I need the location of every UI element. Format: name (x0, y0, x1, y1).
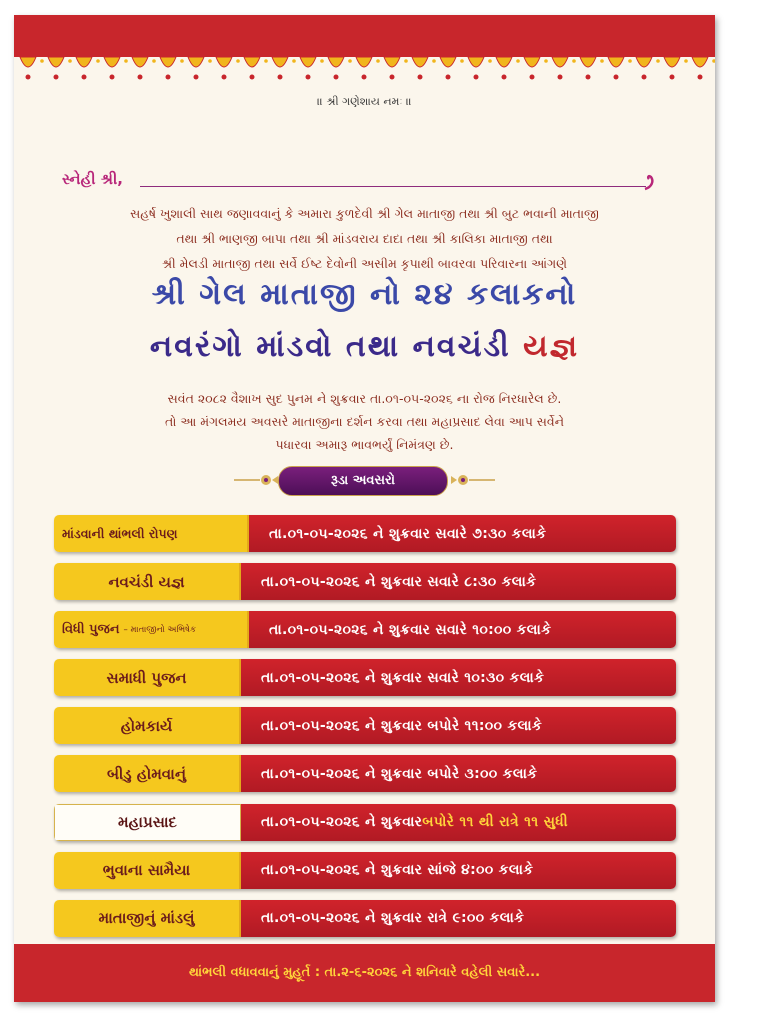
section-header (234, 466, 495, 496)
event-time: તા.૦૧-૦૫-૨૦૨૬ ને શુક્રવાર સવારે ૮:૩૦ કલાકે (241, 563, 676, 600)
intro-line: તથા શ્રી ભાણજી બાપા તથા શ્રી માંડવરાય દાદા તથા શ્રી કાલિકા માતાજી તથા (176, 231, 553, 246)
description-line: સવંત ૨૦૮૨ વૈશાખ સુદ પુનમ ને શુક્રવાર તા.૦૧-૦૫-૨૦૨૬ ના રોજ નિરધારેલ છે. (167, 391, 562, 406)
section-title-badge: રૂડા અવસરો (278, 466, 448, 496)
event-row (54, 611, 676, 648)
event-row (54, 707, 676, 744)
event-time: તા.૦૧-૦૫-૨૦૨૬ ને શુક્રવાર રાત્રે ૯:૦૦ કલાકે (241, 900, 676, 937)
main-title-line2 (14, 329, 715, 364)
events-list (54, 515, 676, 948)
event-time: તા.૦૧-૦૫-૨૦૨૬ ને શુક્રવાર સવારે ૧૦:૩૦ કલાકે (241, 659, 676, 696)
ganesh-invocation: ॥ શ્રી ગણેશાય નમઃ ॥ (317, 95, 412, 108)
event-label: સમાધી પુજન (54, 659, 241, 696)
event-time: તા.૦૧-૦૫-૨૦૨૬ ને શુક્રવાર સવારે ૧૦:૦૦ કલાકે (249, 611, 676, 648)
event-time: તા.૦૧-૦૫-૨૦૨૬ ને શુક્રવાર બપોરે ૧૧:૦૦ કલાકે (241, 707, 676, 744)
event-row (54, 515, 676, 552)
description-line: પધારવા અમારૂ ભાવભર્યું નિમંત્રણ છે. (275, 437, 454, 452)
event-row (54, 755, 676, 792)
event-label: માતાજીનું માંડલું (54, 900, 241, 937)
intro-line: સહર્ષ ખુશાલી સાથ જણાવવાનું કે અમારા કુળદેવી શ્રી ગેલ માતાજી તથા શ્રી બુટ ભવાની માતાજી (130, 206, 599, 221)
event-label: હોમકાર્ય (54, 707, 241, 744)
event-description (34, 387, 695, 456)
salutation-name-line (140, 186, 646, 187)
event-label: મહાપ્રસાદ (54, 804, 241, 841)
event-label-main: વિધી પુજન (62, 622, 120, 638)
right-ornament-icon (451, 472, 495, 488)
salutation-label: સ્નેહી શ્રી, (62, 170, 123, 188)
event-time-highlight: બપોરે ૧૧ થી રાત્રે ૧૧ સુધી (422, 814, 568, 831)
top-banner (14, 15, 715, 51)
event-label-sub: – માતાજીનો અભિષેક (123, 624, 196, 635)
event-time: તા.૦૧-૦૫-૨૦૨૬ ને શુક્રવાર બપોરે ૩:૦૦ કલાકે (241, 755, 676, 792)
event-row (54, 900, 676, 937)
event-row (54, 659, 676, 696)
event-label: માંડવાની થાંભલી રોપણ (54, 515, 249, 552)
event-time-text: તા.૦૧-૦૫-૨૦૨૬ ને શુક્રવાર (261, 814, 423, 831)
event-label: બીડુ હોમવાનું (54, 755, 241, 792)
intro-text (34, 201, 695, 276)
event-row (54, 804, 676, 841)
intro-line: શ્રી મેલડી માતાજી તથા સર્વે ઈષ્ટ દેવોની અસીમ કૃપાથી બાવરવા પરિવારના આંગણે (161, 256, 568, 271)
event-label: ભુવાના સામૈયા (54, 852, 241, 889)
event-row (54, 852, 676, 889)
event-time (241, 804, 676, 841)
event-row (54, 563, 676, 600)
title-line2-text: નવરંગો માંડવો તથા નવચંડી (149, 329, 524, 364)
event-time: તા.૦૧-૦૫-૨૦૨૬ ને શુક્રવાર સાંજે ૪:૦૦ કલાકે (241, 852, 676, 889)
swirl-icon (642, 173, 656, 191)
bell-garland-icon (14, 51, 715, 93)
main-title-line1: શ્રી ગેલ માતાજી નો ૨૪ કલાકનો (151, 277, 578, 312)
description-line: તો આ મંગલમય અવસરે માતાજીના દર્શન કરવા તથા મહાપ્રસાદ લેવા આપ સર્વેને (164, 414, 565, 429)
left-ornament-icon (234, 472, 278, 488)
invitation-card (14, 15, 715, 1002)
event-time: તા.૦૧-૦૫-૨૦૨૬ ને શુક્રવાર સવારે ૭:૩૦ કલાકે (249, 515, 676, 552)
event-label (54, 611, 249, 648)
footer-muhurat: થાંભલી વધાવવાનું મુહૂર્ત : તા.૨-૬-૨૦૨૬ ને શનિવારે વહેલી સવારે... (14, 944, 715, 1002)
title-line2-highlight: યજ્ઞ (523, 329, 580, 364)
event-label: નવચંડી યજ્ઞ (54, 563, 241, 600)
